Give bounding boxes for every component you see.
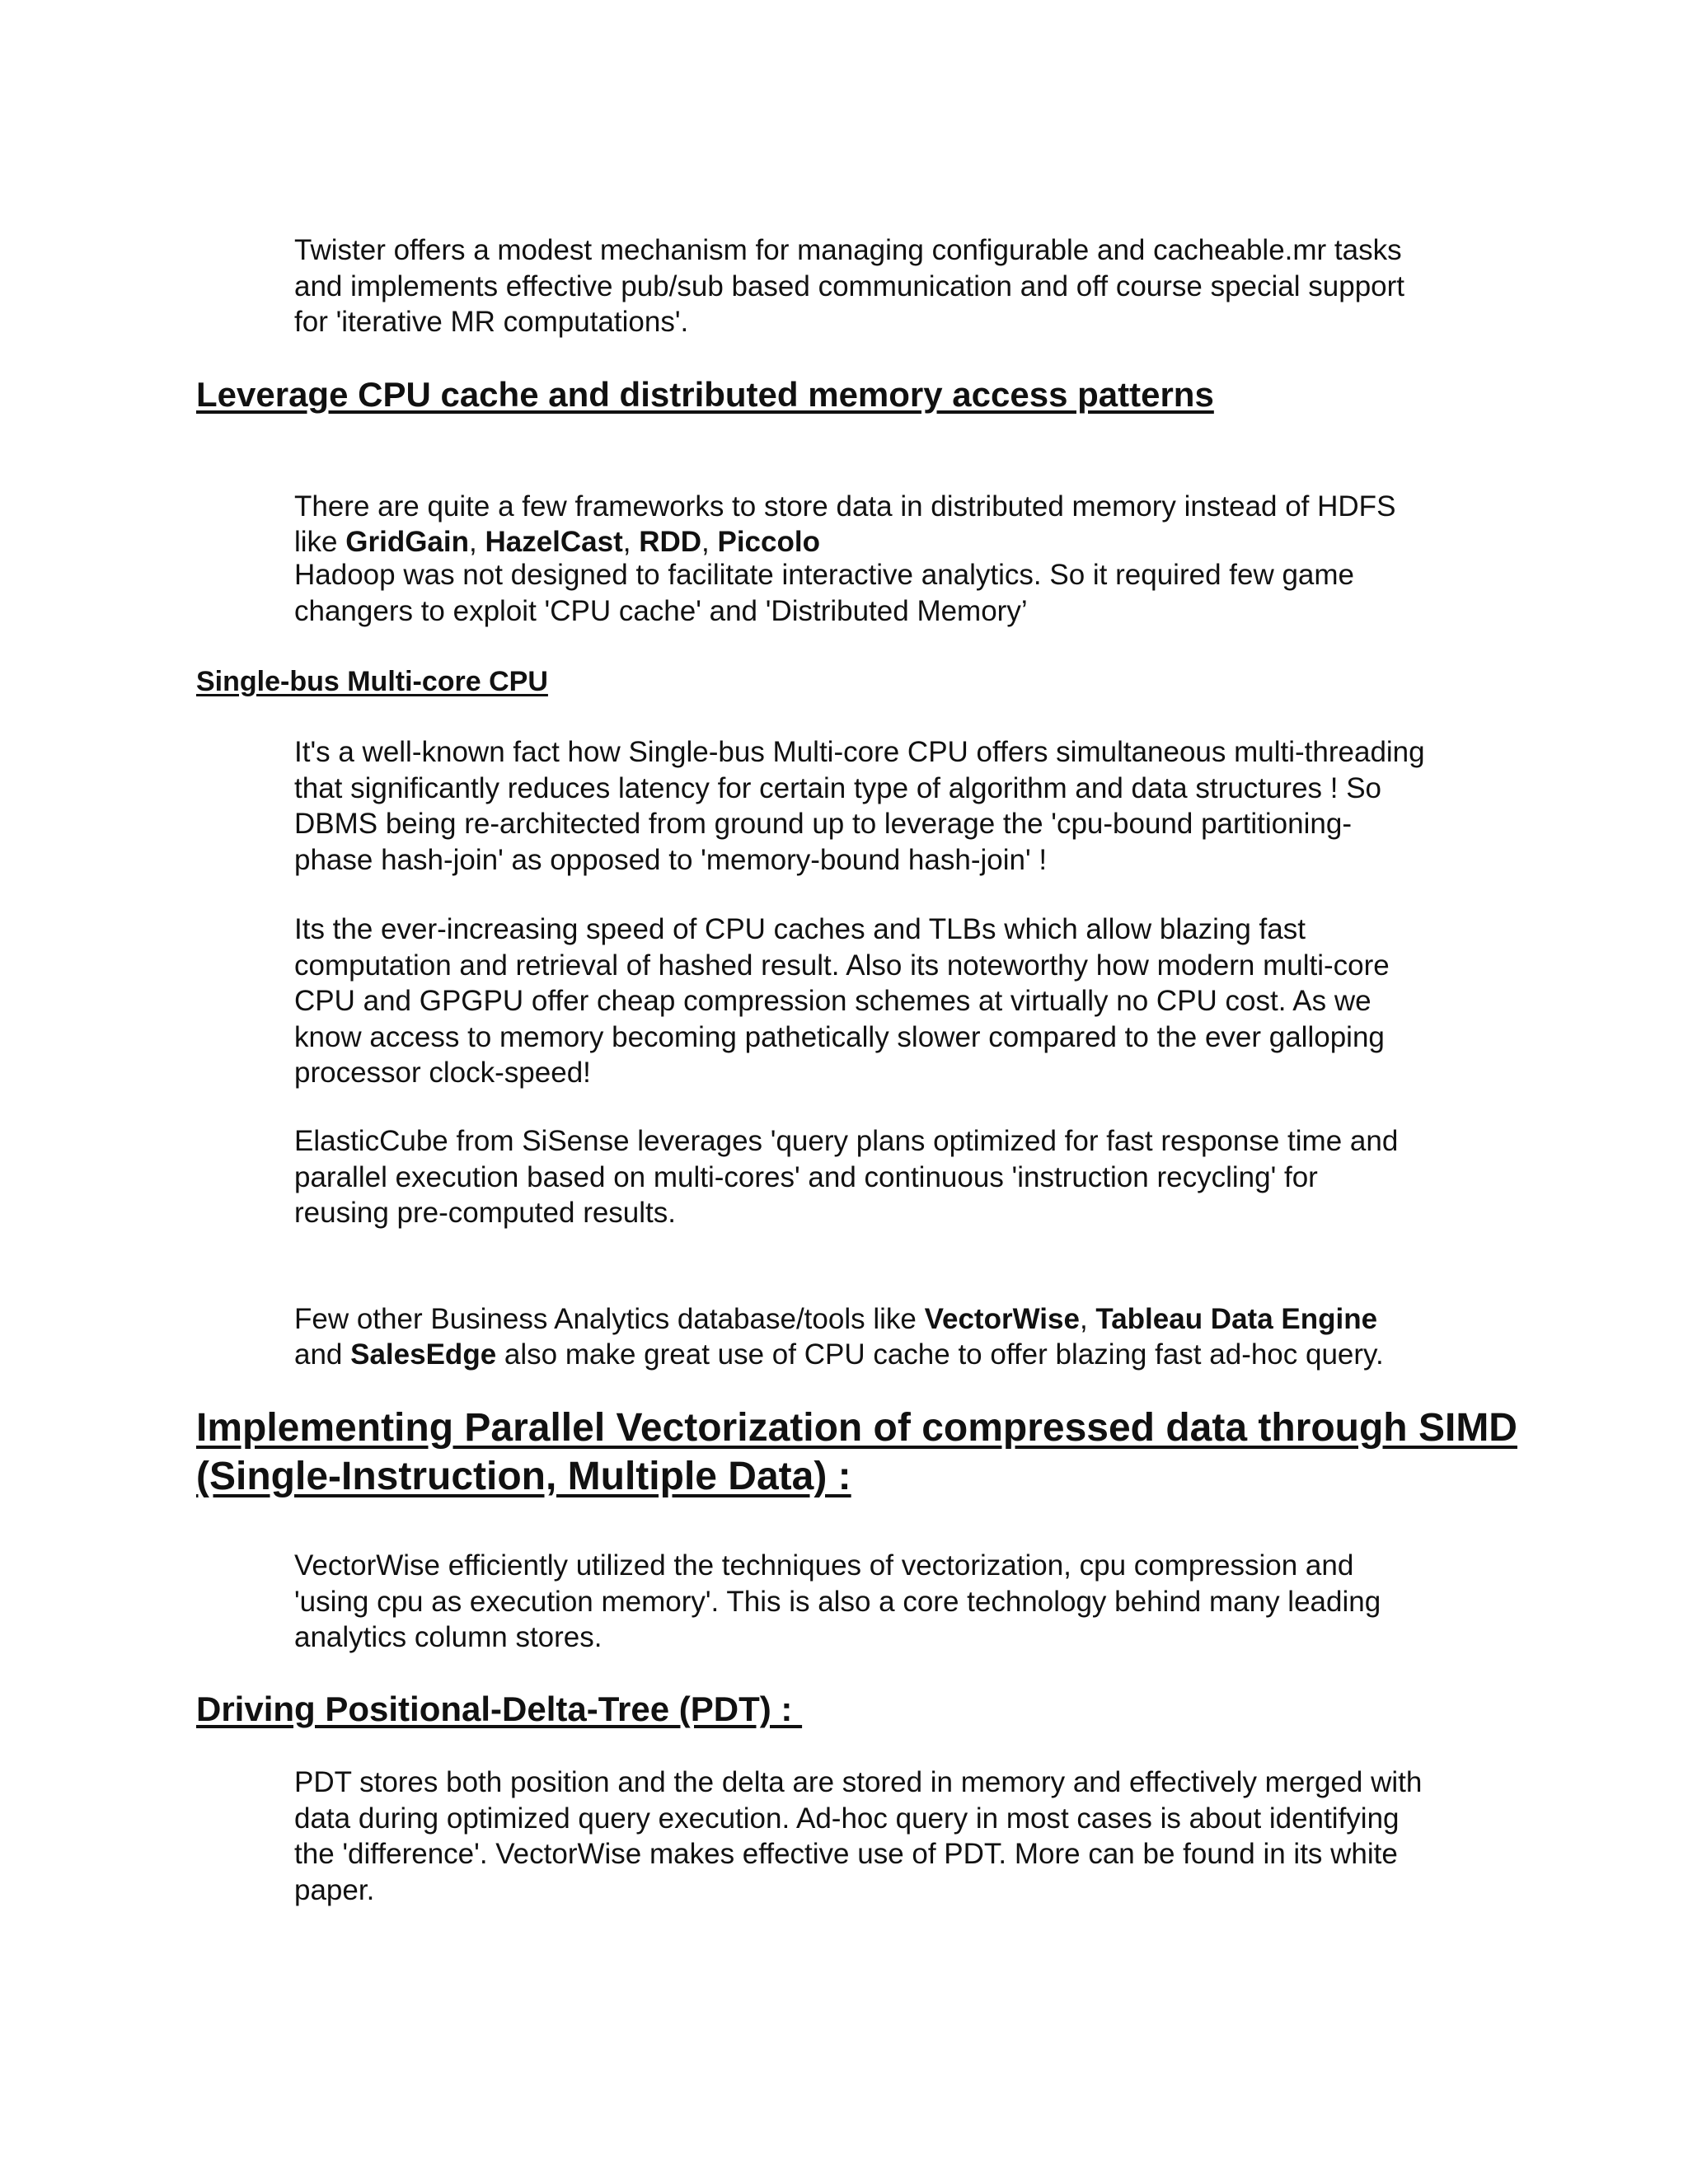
paragraph-few-other-tools — [294, 1265, 1498, 1373]
heading-single-bus-multi-core: Single-bus Multi-core CPU — [196, 666, 548, 697]
and-text: and — [294, 1338, 351, 1371]
frameworks-like-text: like — [294, 526, 346, 558]
hazelcast-term: HazelCast — [485, 526, 623, 558]
heading-positional-delta-tree: Driving Positional-Delta-Tree (PDT) : — [196, 1690, 803, 1728]
piccolo-term: Piccolo — [717, 526, 820, 558]
separator: , — [469, 526, 485, 558]
separator: , — [1079, 1302, 1096, 1335]
gridgain-term: GridGain — [345, 526, 469, 558]
separator: , — [701, 526, 718, 558]
paragraph-twister: Twister offers a modest mechanism for managing configurable and cacheable.mr tasks and implements effective pub/sub based communication and off course special support for 'iterative MR computations'. — [294, 234, 1405, 338]
heading-leverage-cpu-cache: Leverage CPU cache and distributed memory access patterns — [196, 375, 1214, 414]
separator: , — [622, 526, 640, 558]
paragraph-vectorwise: VectorWise efficiently utilized the techniques of vectorization, cpu compression and 'using cpu as execution memory'. This is also a core technology behind many leading analytics column stores. — [294, 1549, 1381, 1653]
paragraph-frameworks — [294, 452, 1498, 560]
heading-simd-vectorization: Implementing Parallel Vectorization of compressed data through SIMD (Single-Instruction, Multiple Data) : — [196, 1406, 1517, 1498]
few-other-text: Few other Business Analytics database/tools like — [294, 1302, 925, 1335]
paragraph-pdt: PDT stores both position and the delta are stored in memory and effectively merged with data during optimized query execution. Ad-hoc query in most cases is about identifying the 'difference'. VectorWise makes effective use of PDT. More can be found in its white paper. — [294, 1766, 1423, 1906]
paragraph-cpu-speed: Its the ever-increasing speed of CPU caches and TLBs which allow blazing fast computation and retrieval of hashed result. Also its noteworthy how modern multi-core CPU and GPGPU offer cheap compression schemes at virtually no CPU cost. As we know access to memory becoming pathetically slower compared to the ever galloping processor clock-speed! — [294, 913, 1390, 1089]
paragraph-elasticcube: ElasticCube from SiSense leverages 'query plans optimized for fast response time and parallel execution based on multi-cores' and continuous 'instruction recycling' for reusing pre-computed results. — [294, 1125, 1399, 1229]
tableau-data-engine-term: Tableau Data Engine — [1095, 1302, 1378, 1335]
rdd-term: RDD — [639, 526, 702, 558]
paragraph-hadoop: Hadoop was not designed to facilitate interactive analytics. So it required few game changers to exploit 'CPU cache' and 'Distributed Memory’ — [294, 559, 1354, 627]
vectorwise-term: VectorWise — [924, 1302, 1080, 1335]
salesedge-term: SalesEdge — [350, 1338, 497, 1371]
paragraph-well-known-fact: It's a well-known fact how Single-bus Multi-core CPU offers simultaneous multi-threading that significantly reduces latency for certain type of algorithm and data structures ! So DBMS being re-architected from ground up to leverage the 'cpu-bound partitioning- phase hash-join' as opposed to 'memory-bound hash-join' ! — [294, 736, 1425, 876]
frameworks-line-1: There are quite a few frameworks to store data in distributed memory instead of HDFS — [294, 490, 1396, 523]
few-other-rest-text: also make great use of CPU cache to offer blazing fast ad-hoc query. — [496, 1338, 1384, 1371]
